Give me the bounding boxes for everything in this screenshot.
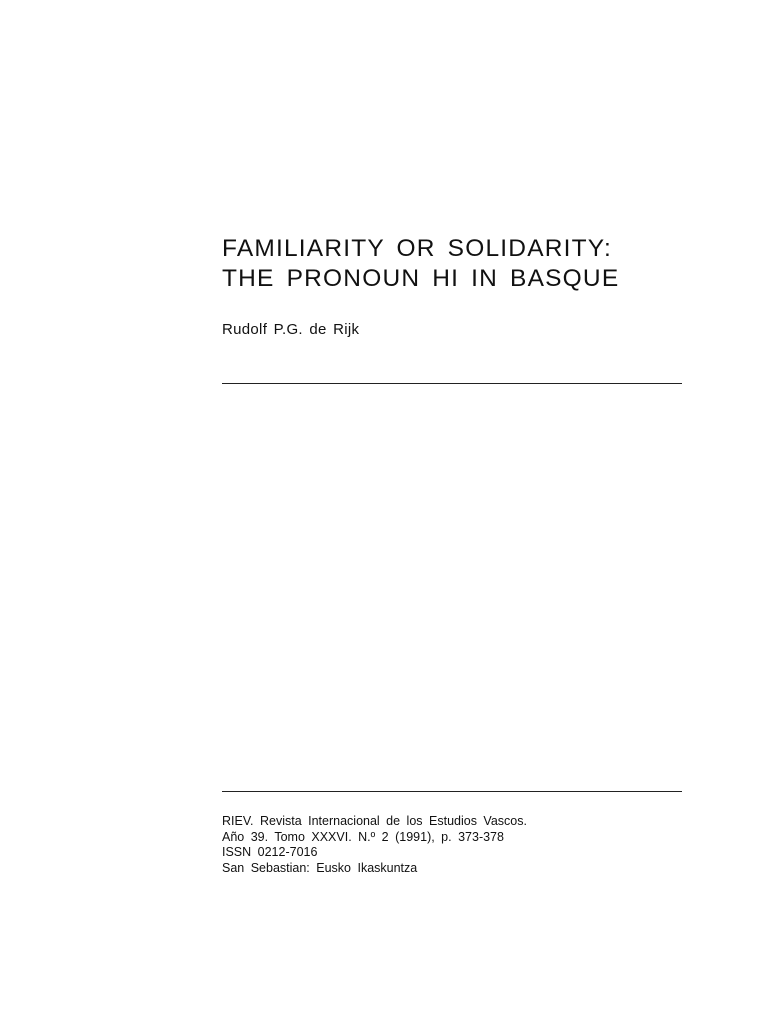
title-line-1: FAMILIARITY OR SOLIDARITY: xyxy=(222,235,612,262)
top-divider xyxy=(222,383,682,384)
citation-block xyxy=(222,814,527,876)
citation-publisher: San Sebastian: Eusko Ikaskuntza xyxy=(222,860,418,875)
author-name: Rudolf P.G. de Rijk xyxy=(222,321,360,338)
article-title xyxy=(222,234,692,294)
citation-issn: ISSN 0212-7016 xyxy=(222,845,318,859)
citation-volume: Año 39. Tomo XXXVI. N.º 2 (1991), p. 373-378 xyxy=(222,829,504,844)
title-line-2: THE PRONOUN HI IN BASQUE xyxy=(222,265,620,292)
bottom-divider xyxy=(222,791,682,792)
citation-journal: RIEV. Revista Internacional de los Estudios Vascos. xyxy=(222,814,527,828)
